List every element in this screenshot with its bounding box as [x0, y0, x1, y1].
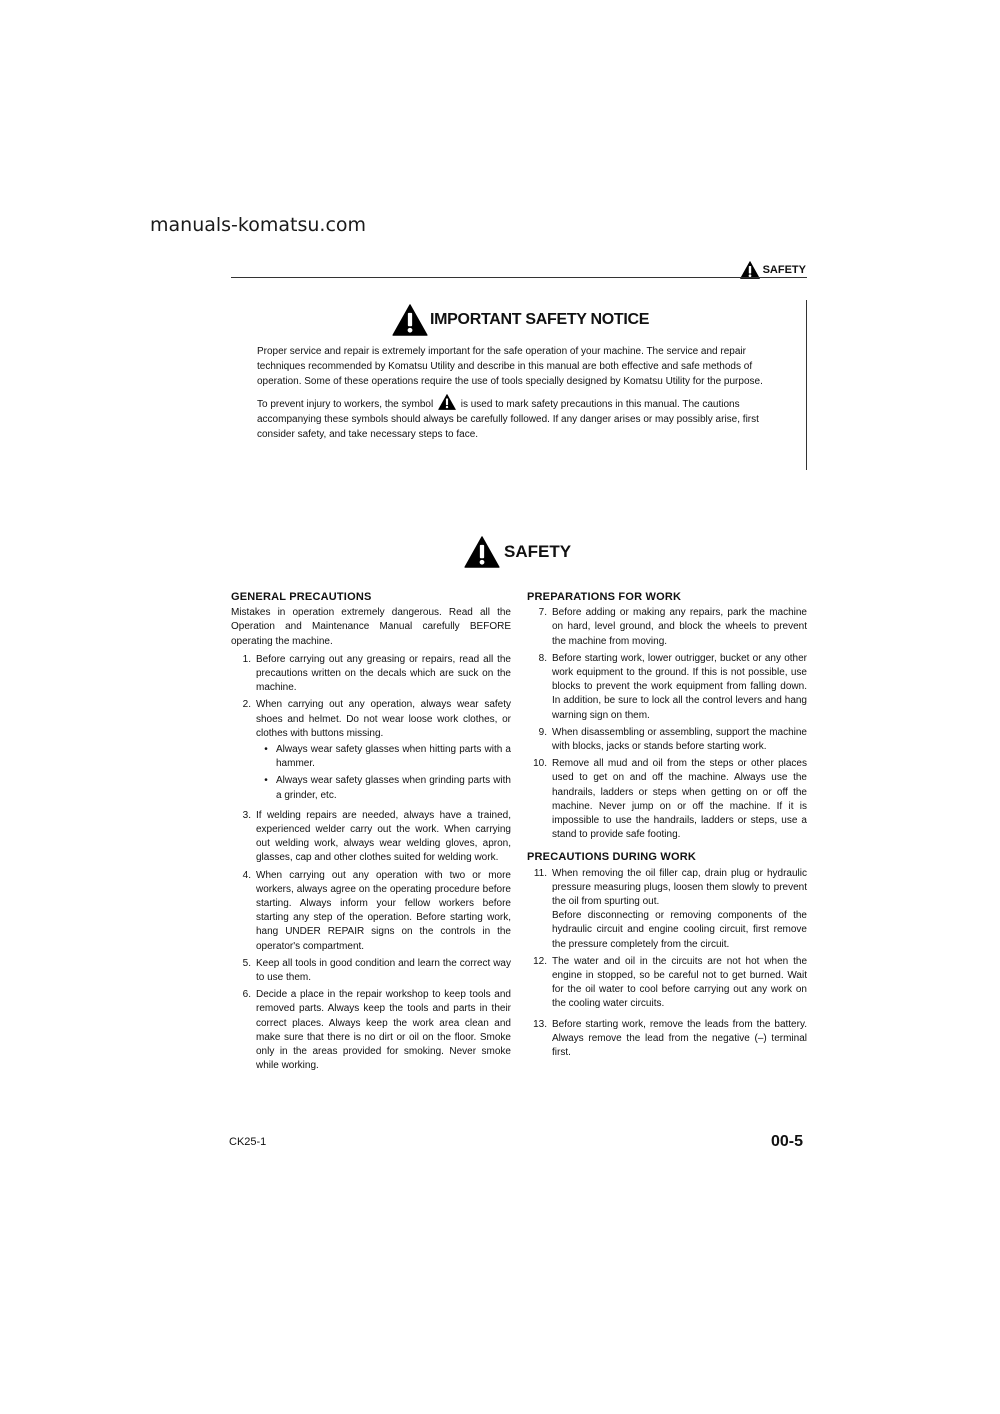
general-list	[231, 653, 511, 1074]
item-text: The water and oil in the circuits are not hot when the engine in stopped, so be careful not to get burned. Wait for the oil water to cool before carrying out any work on the cooling water circuits.	[552, 955, 807, 1010]
item-text: Before adding or making any repairs, park the machine on hard, level ground, and block the wheels to prevent the machine from moving.	[552, 607, 807, 647]
item-text: Decide a place in the repair workshop to keep tools and removed parts. Always keep the tools and parts in their correct places. Always keep the work area clean and make sure that there is no dirt or oil on the floor. Smoke only in the areas provided for smoking. Never smoke while working.	[256, 989, 511, 1072]
notice-p2-after: is used to mark safety precautions in this manual. The cautions accompanying these symbols should always be carefully followed. If any danger arises or may possibly arise, first consider safety, and take necessary steps to face.	[257, 398, 759, 441]
item-number: 9.	[538, 726, 547, 738]
list-item	[231, 698, 511, 805]
site-watermark: manuals-komatsu.com	[150, 214, 367, 236]
item-number: 12.	[533, 955, 547, 967]
item-text: Remove all mud and oil from the steps or other places used to get on and off the machine. Always use the handrails, ladders or steps when getting on or off the machine. Never jump on or off the machine. If it is impossible to use the handrails, ladders or steps, use a stand to provide safe footing.	[552, 758, 807, 841]
warning-triangle-icon	[464, 536, 500, 568]
list-item	[527, 1018, 807, 1061]
notice-paragraph-2	[257, 394, 787, 443]
item-number: 6.	[242, 989, 251, 1001]
safety-title-text: SAFETY	[504, 542, 572, 561]
item-number: 1.	[242, 653, 251, 665]
item-number: 4.	[242, 869, 251, 881]
sub-item-text: Always wear safety glasses when grinding parts with a grinder, etc.	[276, 775, 511, 801]
during-work-list	[527, 867, 807, 1061]
page-number: 00-5	[771, 1133, 804, 1150]
notice-title-text: IMPORTANT SAFETY NOTICE	[430, 311, 650, 328]
list-item	[231, 809, 511, 866]
item-text: If welding repairs are needed, always have a trained, experienced welder carry out the work. When carrying out welding work, always wear welding gloves, apron, glasses, cap and other clothes suited for welding work.	[256, 809, 511, 864]
item-text: When removing the oil filler cap, drain plug or hydraulic pressure measuring plugs, loosen them slowly to prevent the oil from spurting out.	[552, 867, 807, 908]
notice-p2-before: To prevent injury to workers, the symbol	[257, 398, 434, 410]
item-text: When disassembling or assembling, support the machine with blocks, jacks or stands before starting work.	[552, 726, 807, 753]
list-item	[527, 867, 807, 952]
list-item	[231, 869, 511, 954]
general-intro: Mistakes in operation extremely dangerous. Read all the Operation and Maintenance Manual carefully BEFORE operating the machine.	[231, 607, 511, 647]
sub-list	[256, 743, 511, 803]
during-work-heading: PRECAUTIONS DURING WORK	[527, 851, 696, 864]
item-text: Before starting work, remove the leads from the battery. Always remove the lead from the negative (–) terminal first.	[552, 1018, 807, 1059]
item-number: 2.	[242, 699, 251, 711]
preparations-list	[527, 606, 807, 842]
item-text: Before starting work, lower outrigger, bucket or any other work equipment to the ground. If this is not possible, use blocks to prevent the work equipment from falling down. In addition, be sure to lock all the control levers and hang warning sign on them.	[552, 652, 807, 721]
item-number: 3.	[242, 809, 251, 821]
left-column	[231, 590, 511, 1077]
notice-paragraph-1: Proper service and repair is extremely important for the safe operation of your machine. The service and repair techniques recommended by Komatsu Utility and describe in this manual are both effective and safe methods of operation. Some of these operations require the use of tools specially designed by Komatsu Utility for the purpose.	[257, 346, 763, 388]
item-number: 7.	[538, 607, 547, 619]
item-number: 13.	[533, 1018, 547, 1030]
safety-section-title	[464, 536, 571, 568]
change-bar	[806, 300, 807, 470]
item-number: 11.	[533, 867, 547, 879]
item-body	[256, 698, 511, 805]
item-number: 8.	[538, 652, 547, 664]
item-text: Before carrying out any greasing or repairs, read all the precautions written on the decals which are suck on the machine.	[256, 653, 511, 694]
notice-title	[392, 304, 649, 336]
list-item	[231, 957, 511, 985]
right-column	[527, 590, 807, 1063]
notice-body	[257, 344, 787, 446]
list-item	[527, 757, 807, 842]
list-item	[527, 955, 807, 1012]
item-text-continued: Before disconnecting or removing components of the hydraulic circuit and engine cooling circuit, first remove the pressure completely from the circuit.	[552, 910, 807, 950]
list-item	[527, 726, 807, 754]
preparations-heading: PREPARATIONS FOR WORK	[527, 591, 682, 603]
sub-list-item	[256, 774, 511, 802]
header-safety-text: SAFETY	[762, 264, 806, 276]
item-body	[552, 867, 807, 952]
warning-triangle-icon	[438, 394, 456, 410]
bullet: •	[264, 744, 268, 756]
general-precautions-heading: GENERAL PRECAUTIONS	[231, 591, 372, 603]
list-item	[231, 988, 511, 1073]
item-number: 5.	[242, 957, 251, 969]
warning-triangle-icon	[392, 304, 428, 336]
item-text: When carrying out any operation with two or more workers, always agree on the operating procedure before starting. Always inform your fellow workers before starting any step of the operation. Before starting work, hang UNDER REPAIR signs on the controls in the operator's compartment.	[256, 869, 511, 952]
item-text: Keep all tools in good condition and learn the correct way to use them.	[256, 957, 511, 984]
item-text: When carrying out any operation, always wear safety shoes and helmet. Do not wear loose work clothes, or clothes with buttons missing.	[256, 699, 511, 739]
sub-list-item	[256, 743, 511, 771]
bullet: •	[264, 775, 268, 787]
sub-item-text: Always wear safety glasses when hitting parts with a hammer.	[276, 744, 511, 770]
list-item	[527, 652, 807, 723]
item-number: 10.	[533, 758, 547, 770]
document-code: CK25-1	[229, 1136, 267, 1148]
header-divider	[231, 277, 807, 278]
list-item	[231, 653, 511, 696]
list-item	[527, 606, 807, 649]
